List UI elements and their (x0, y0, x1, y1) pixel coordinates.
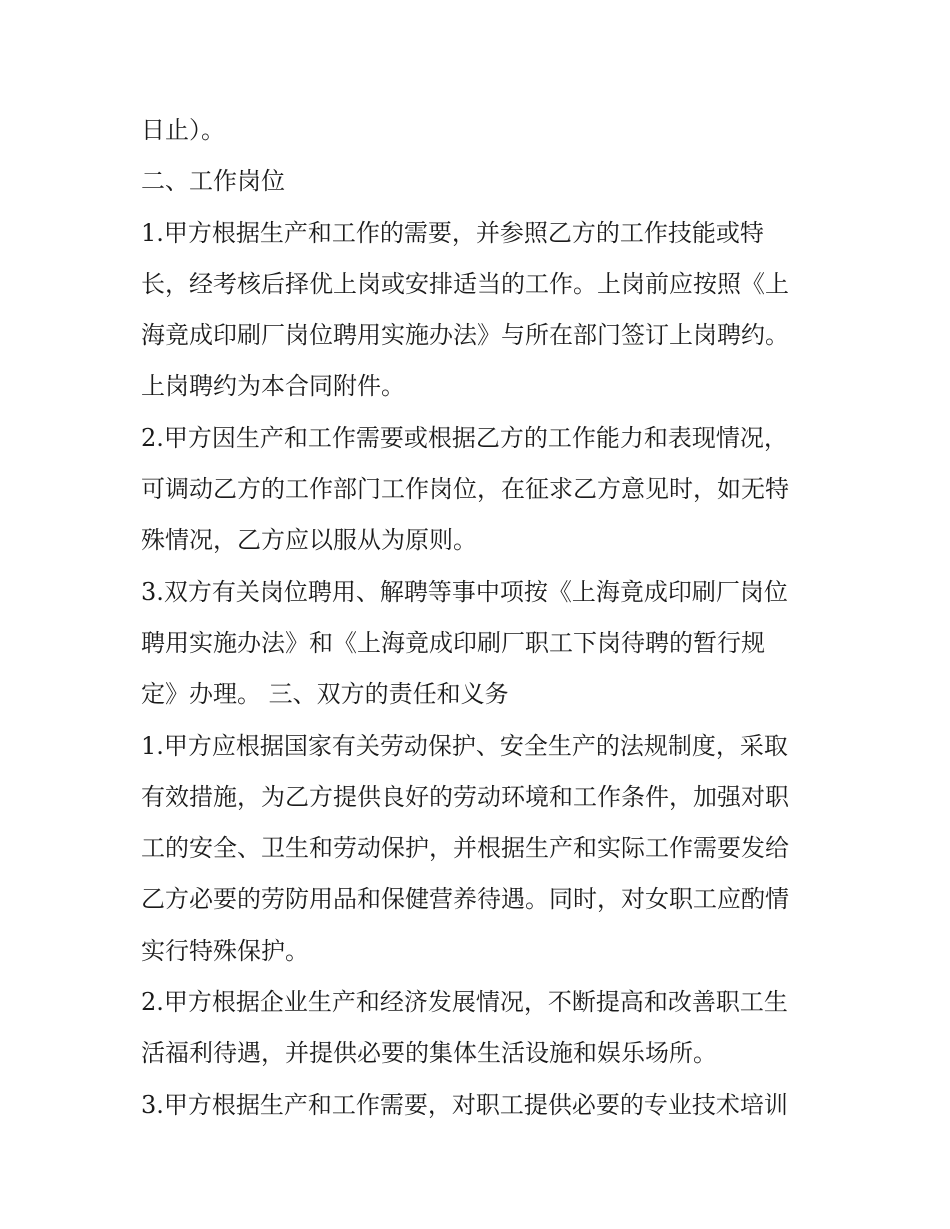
text-line: 1.甲方根据生产和工作的需要，并参照乙方的工作技能或特 (141, 218, 764, 247)
text-line: 3.双方有关岗位聘用、解聘等事中项按《上海竟成印刷厂岗位 (141, 577, 788, 606)
text-line: 海竟成印刷厂岗位聘用实施办法》与所在部门签订上岗聘约。 (141, 321, 789, 350)
text-line: 实行特殊保护。 (141, 936, 309, 965)
text-line: 乙方必要的劳防用品和保健营养待遇。同时，对女职工应酌情 (141, 885, 789, 914)
text-line: 可调动乙方的工作部门工作岗位，在征求乙方意见时，如无特 (141, 475, 789, 504)
text-line: 活福利待遇，并提供必要的集体生活设施和娱乐场所。 (141, 1039, 717, 1068)
text-line: 1.甲方应根据国家有关劳动保护、安全生产的法规制度，采取 (141, 731, 788, 760)
text-line: 2.甲方根据企业生产和经济发展情况，不断提高和改善职工生 (141, 988, 788, 1017)
text-line: 有效措施，为乙方提供良好的劳动环境和工作条件，加强对职 (141, 782, 789, 811)
text-line: 上岗聘约为本合同附件。 (141, 372, 405, 401)
section-heading: 二、工作岗位 (141, 167, 285, 196)
text-line: 日止）。 (141, 116, 225, 144)
text-line: 2.甲方因生产和工作需要或根据乙方的工作能力和表现情况， (141, 423, 788, 452)
text-line: 聘用实施办法》和《上海竟成印刷厂职工下岗待聘的暂行规 (141, 628, 765, 657)
text-line: 殊情况，乙方应以服从为原则。 (141, 526, 477, 555)
text-line: 长，经考核后择优上岗或安排适当的工作。上岗前应按照《上 (141, 269, 789, 298)
text-line: 工的安全、卫生和劳动保护，并根据生产和实际工作需要发给 (141, 834, 789, 863)
text-line: 3.甲方根据生产和工作需要，对职工提供必要的专业技术培训 (141, 1090, 788, 1119)
document-body (141, 105, 821, 1131)
text-line: 定》办理。 三、双方的责任和义务 (141, 680, 509, 709)
